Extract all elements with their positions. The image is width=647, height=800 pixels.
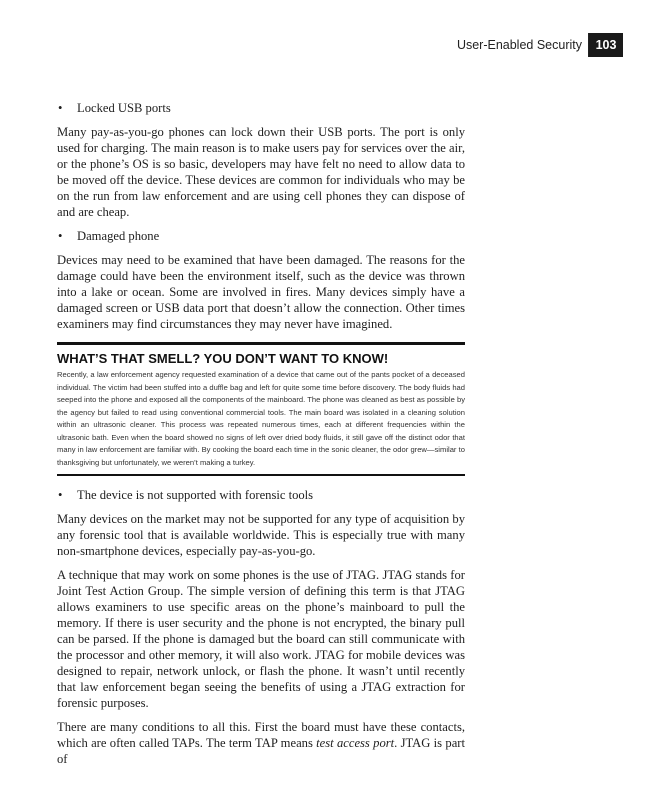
page-body <box>57 100 465 775</box>
paragraph-jtag: A technique that may work on some phones is the use of JTAG. JTAG stands for Joint Test Action Group. The simple version of defining this term is that JTAG allows examiners to use specific areas on the phone’s mainboard to pull the memory. If there is user security and the phone is not encrypted, the binary pull can be parsed. If the phone is damaged but the board can still communicate with the processor and other memory, it will also work. JTAG for mobile devices was designed to repair, network unlock, or flash the phone. It wasn’t until recently that law enforcement began seeing the benefits of using a JTAG extraction for forensic purposes. <box>57 568 465 710</box>
bullet-damaged-phone: • Damaged phone <box>57 228 465 244</box>
conditions-text-end: . JTAG is part of <box>57 736 465 766</box>
page-number: 103 <box>589 33 623 57</box>
paragraph-conditions <box>57 719 465 767</box>
paragraph-unsupported-device: Many devices on the market may not be supported for any type of acquisition by any forensic tool that is available worldwide. This is especially true with many non-smartphone devices, especially pay-as-you-go. <box>57 512 465 558</box>
conditions-italic-term: test access port <box>316 736 395 750</box>
sidebar-text: Recently, a law enforcement agency requested examination of a device that came out of the pants pocket of a deceased individual. The victim had been stuffed into a duffle bag and left for quite some time before discovery. The body fluids had seeped into the phone and exposed all the components of the mainboard. The phone was cleaned as best as possible by the agency but failed to read using conventional commercial tools. The main board was isolated in a cleaning solution within an ultrasonic cleaner. This process was repeated numerous times, each at different frequencies within the ultrasonic bath. Even when the board showed no signs of left over dried body fluids, it still gave off the distinct odor that many in law enforcement are familiar with. By cooking the board each time in the sonic cleaner, the odor grew—similar to thanksgiving but unfortunately, we weren’t making a turkey. <box>57 370 465 467</box>
running-title: User-Enabled Security <box>456 38 582 52</box>
sidebar-title: WHAT’S THAT SMELL? YOU DON’T WANT TO KNOW! <box>57 351 389 366</box>
bullet-locked-usb: • Locked USB ports <box>57 100 465 116</box>
running-header <box>457 33 623 57</box>
paragraph-damaged-phone: Devices may need to be examined that have been damaged. The reasons for the damage could have been the environment itself, such as the device was thrown into a lake or ocean. Some are involved in fires. Many devices simply have a damaged screen or USB data port that doesn’t allow the connection. Other times examiners may find circumstances they may never have imagined. <box>57 253 465 331</box>
bullet-unsupported-device: • The device is not supported with forensic tools <box>57 487 465 503</box>
paragraph-locked-usb: Many pay-as-you-go phones can lock down their USB ports. The port is only used for charging. The main reason is to make users pay for services over the air, or the phone’s OS is so basic, developers may have felt no need to allow data to be moved off the device. These devices are common for individuals who may be on the run from law enforcement and are using cell phones they can dispose of and are cheap. <box>57 125 465 219</box>
conditions-text-start: There are many conditions to all this. First the board must have these contacts, which are often called TAPs. The term TAP means <box>57 720 465 750</box>
sidebar-box <box>57 342 465 476</box>
